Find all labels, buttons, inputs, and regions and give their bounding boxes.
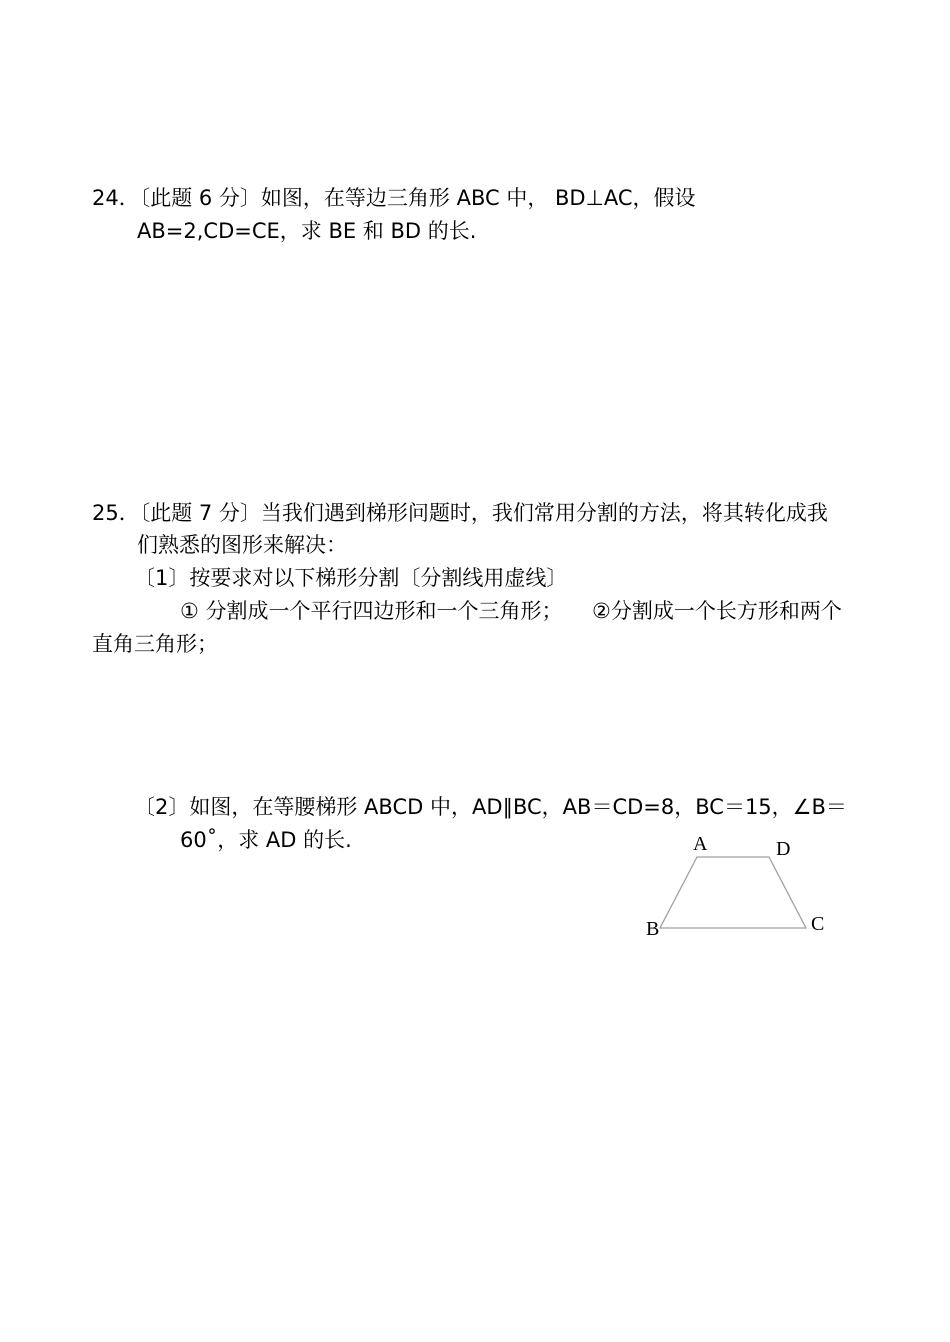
q25-part1-option1: ① 分割成一个平行四边形和一个三角形； [180, 599, 563, 623]
vertex-label-b: B [646, 918, 660, 940]
vertex-label-a: A [693, 833, 708, 855]
q25-part2-line-1: 〔2〕如图，在等腰梯形 ABCD 中，AD∥BC，AB＝CD=8，BC＝15，∠B＝ [134, 795, 847, 819]
trapezoid-abcd [660, 857, 806, 928]
q25-part1-option2: ②分割成一个长方形和两个 [592, 599, 842, 623]
vertex-label-d: D [776, 838, 791, 860]
q25-line-1: 25．〔此题 7 分〕当我们遇到梯形问题时，我们常用分割的方法，将其转化成我 [92, 501, 828, 525]
trapezoid-figure [636, 826, 836, 946]
q25-line-2: 们熟悉的图形来解决： [137, 533, 347, 557]
q25-part1-option2-continued: 直角三角形； [92, 632, 218, 656]
vertex-label-c: C [811, 913, 825, 935]
q25-part2-line-2: 60˚，求 AD 的长. [180, 828, 352, 852]
q24-line-1: 24．〔此题 6 分〕如图，在等边三角形 ABC 中， BD⊥AC，假设 [92, 186, 696, 210]
q25-part1-heading: 〔1〕按要求对以下梯形分割〔分割线用虚线〕 [134, 566, 568, 590]
q24-line-2: AB=2,CD=CE，求 BE 和 BD 的长. [137, 219, 477, 243]
